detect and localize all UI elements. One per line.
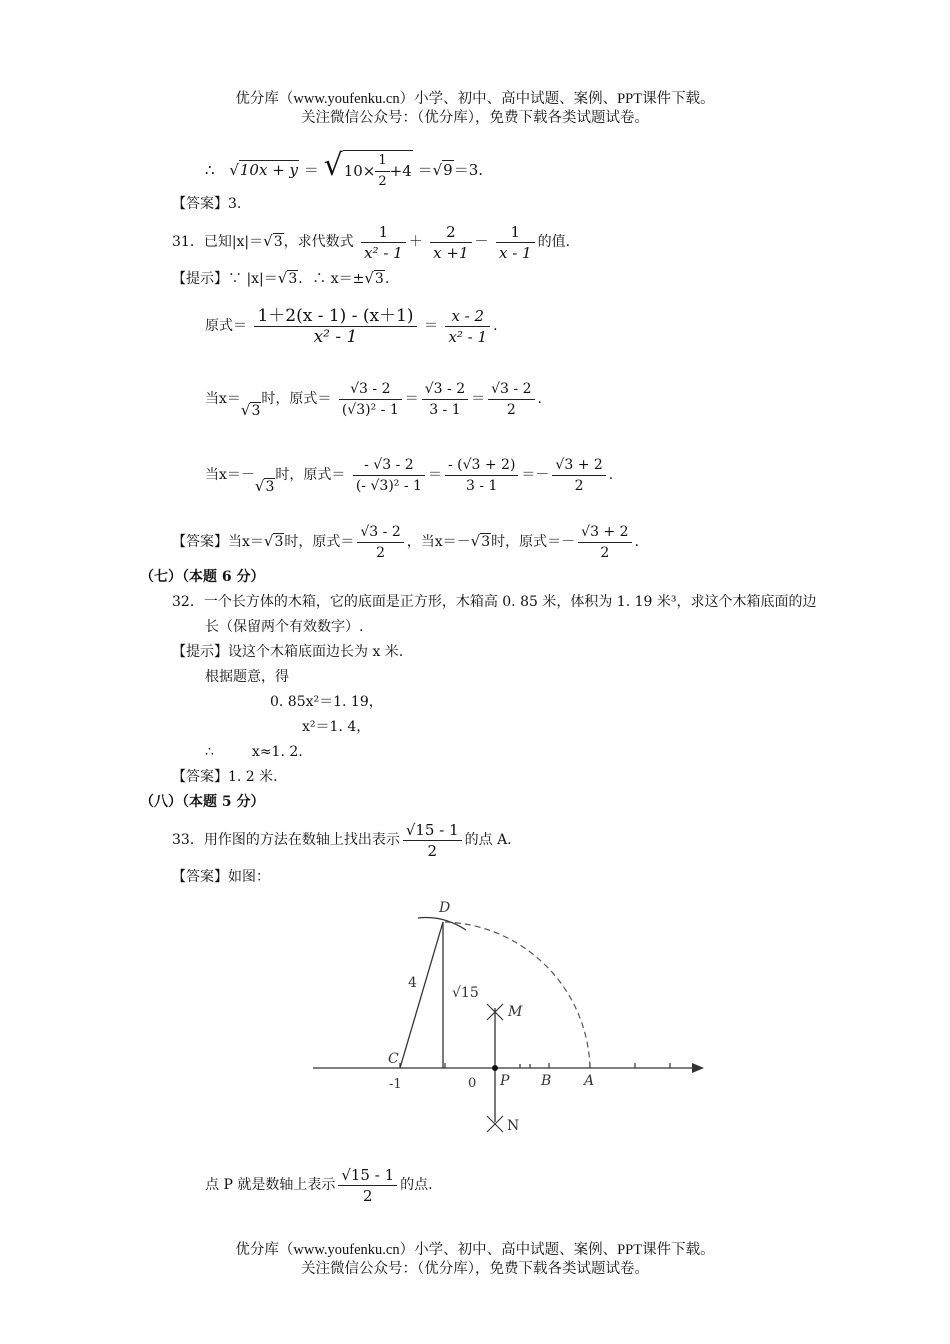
axis-arrow xyxy=(692,1063,704,1073)
label-neg1: -1 xyxy=(389,1077,402,1092)
q32-step-3: ∴ x≈1. 2. xyxy=(205,744,303,760)
q30-therefore-line xyxy=(205,146,483,192)
sqrt-9: √9 xyxy=(432,161,453,179)
q31-case1: 当x＝√3时，原式＝ $\frac{√3 - 2}{\text{(√3)² - 1}}$ ＝ $\frac{√3 - 2}{3 - 1}$ ＝ $\frac{√3 - 2}{2}$ . xyxy=(205,380,542,419)
q31-case2: 当x＝－√3时，原式＝ $\frac{- √3 - 2}{\text{(- √3)² - 1}}$ ＝ $\frac{- (√3 + 2)}{3 - 1}$ ＝－ $\frac{√3 + 2}{2}$ . xyxy=(205,456,614,495)
section-7-title: （七）（本题 6 分） xyxy=(140,569,265,585)
q33-question: 33．用作图的方法在数轴上找出表示 $\frac{√15 - 1}{2}$ 的点 A. xyxy=(172,820,512,860)
q30-answer: 【答案】3. xyxy=(172,196,242,212)
sqrt-10x-y: √10x + y xyxy=(229,161,299,179)
label-c: C xyxy=(388,1051,399,1067)
q33-conclusion: 点 P 就是数轴上表示 $\frac{√15 - 1}{2}$ 的点. xyxy=(205,1165,433,1205)
point-p xyxy=(492,1065,498,1071)
q32-line-1: 32．一个长方体的木箱，它的底面是正方形，木箱高 0. 85 米，体积为 1. 19 米³，求这个木箱底面的边 xyxy=(172,594,817,610)
label-n: N xyxy=(507,1118,520,1134)
q32-answer: 【答案】1. 2 米. xyxy=(172,769,278,785)
q31-question: 31．已知|x|＝√3，求代数式 $\frac{1}{\text{x² - 1}}$ ＋ $\frac{2}{x +1}$ － $\frac{1}{x - 1}$ 的值. xyxy=(172,222,571,262)
q32-step-1: 0. 85x²＝1. 19， xyxy=(270,694,383,710)
label-sqrt15: √15 xyxy=(452,985,479,1001)
section-8-title: （八）（本题 5 分） xyxy=(140,794,265,810)
label-d: D xyxy=(439,900,451,916)
q32-hint: 【提示】设这个木箱底面边长为 x 米. xyxy=(172,644,404,660)
therefore-symbol: ∴ xyxy=(205,161,215,179)
q32-line-2: 长（保留两个有效数字）. xyxy=(205,619,364,635)
header-line-2: 关注微信公众号：（优分库），免费下载各类试题试卷。 xyxy=(301,110,649,126)
q31-original: 原式＝ $\frac{1+2(x - 1) - (x+1)}{\text{x² - 1}}$ ＝ $\frac{x - 2}{\text{x² - 1}}$ . xyxy=(205,305,498,347)
axis-ticks xyxy=(400,1063,670,1068)
header-line-1: 优分库（www.youfenku.cn）小学、初中、高中试题、案例、PPT课件下载。 xyxy=(235,91,715,107)
label-p: P xyxy=(500,1073,510,1089)
q32-step-2: x²＝1. 4， xyxy=(302,719,371,735)
label-4: 4 xyxy=(408,975,417,991)
footer-line-1: 优分库（www.youfenku.cn）小学、初中、高中试题、案例、PPT课件下载。 xyxy=(235,1242,715,1258)
equals: ＝ xyxy=(417,161,433,179)
q33-answer: 【答案】如图： xyxy=(172,869,270,885)
footer-line-2: 关注微信公众号：（优分库），免费下载各类试题试卷。 xyxy=(301,1261,649,1277)
q31-hint: 【提示】∵ |x|＝√3．∴ x＝±√3. xyxy=(172,269,390,287)
equals: ＝ xyxy=(303,161,319,179)
q32-step-0: 根据题意，得 xyxy=(205,669,289,685)
q31-answer: 【答案】当x＝√3时，原式＝ $\frac{√3 - 2}{2}$ ，当x＝－√3时，原式＝－ $\frac{√3 + 2}{2}$ . xyxy=(172,523,639,561)
number-line-construction-figure xyxy=(300,890,720,1140)
label-a: A xyxy=(584,1073,595,1089)
sqrt-big: √10× $\frac{1}{2}$ +4 xyxy=(324,146,413,192)
label-m: M xyxy=(508,1004,523,1020)
label-b: B xyxy=(541,1073,552,1089)
segment-cd xyxy=(400,922,443,1068)
label-0: 0 xyxy=(468,1076,477,1091)
q30-result: ＝3. xyxy=(453,161,483,179)
